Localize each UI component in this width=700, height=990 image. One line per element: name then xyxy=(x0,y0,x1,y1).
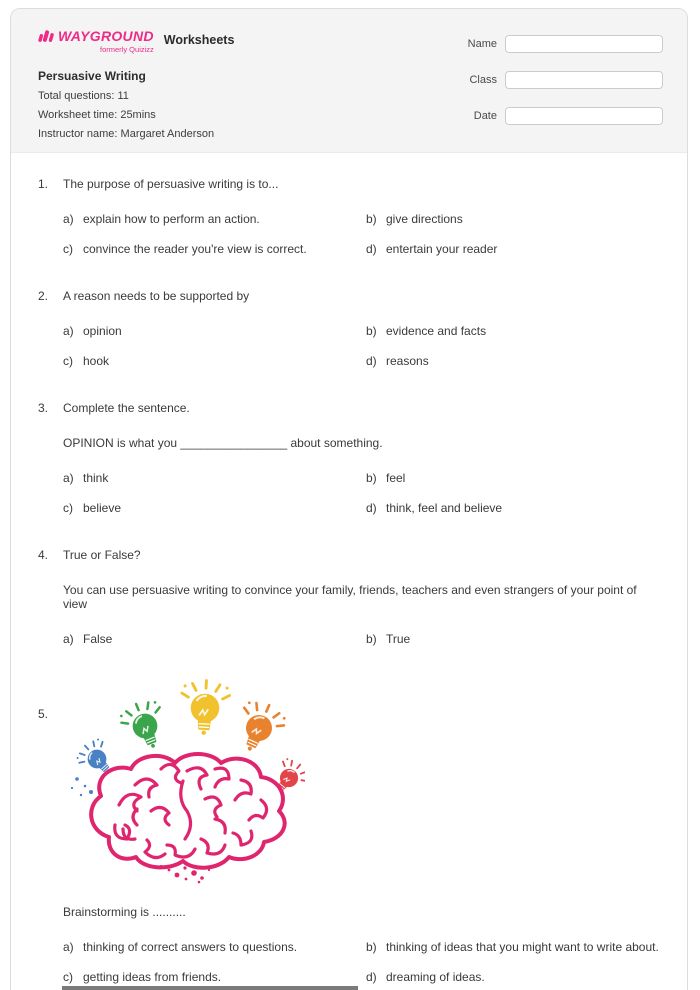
question-sentence: Brainstorming is .......... xyxy=(63,905,186,919)
options xyxy=(63,471,663,515)
option-b xyxy=(366,324,663,338)
option-text: dreaming of ideas. xyxy=(386,970,485,984)
blue-splatter-dots xyxy=(71,777,93,796)
option-b xyxy=(366,471,663,485)
option-letter: a) xyxy=(63,212,74,226)
clipped-next-content xyxy=(62,986,358,990)
option-text: reasons xyxy=(386,354,429,368)
question-text: Complete the sentence. xyxy=(63,401,190,415)
option-text: opinion xyxy=(83,324,122,338)
option-text: thinking of ideas that you might want to write about. xyxy=(386,940,659,954)
option-b xyxy=(366,212,663,226)
option-text: False xyxy=(83,632,113,646)
name-field-row xyxy=(441,35,663,53)
option-a xyxy=(63,471,366,485)
date-input[interactable] xyxy=(505,107,663,125)
option-letter: d) xyxy=(366,354,377,368)
name-input[interactable] xyxy=(505,35,663,53)
option-d xyxy=(366,501,663,515)
option-letter: b) xyxy=(366,324,377,338)
option-text: entertain your reader xyxy=(386,242,498,256)
class-field-row xyxy=(441,71,663,89)
option-letter: d) xyxy=(366,501,377,515)
option-letter: c) xyxy=(63,501,73,515)
option-c xyxy=(63,501,366,515)
quiz-title: Persuasive Writing xyxy=(38,69,146,83)
question-1 xyxy=(38,177,663,256)
options xyxy=(63,212,663,256)
option-letter: c) xyxy=(63,242,73,256)
option-letter: c) xyxy=(63,970,73,984)
question-5 xyxy=(38,679,663,984)
question-number: 3. xyxy=(38,401,49,415)
option-text: convince the reader you're view is correct. xyxy=(83,242,307,256)
question-text: A reason needs to be supported by xyxy=(63,289,250,303)
brand-row xyxy=(38,28,234,54)
wayground-logo-icon xyxy=(38,28,55,44)
worksheet-header xyxy=(11,9,687,153)
option-letter: b) xyxy=(366,940,377,954)
student-fields xyxy=(441,9,663,152)
date-label: Date xyxy=(473,110,497,122)
option-c xyxy=(63,970,366,984)
option-letter: a) xyxy=(63,940,74,954)
option-b xyxy=(366,940,663,954)
option-a xyxy=(63,324,366,338)
question-number: 5. xyxy=(38,707,49,721)
worksheet-time: Worksheet time: 25mins xyxy=(38,109,156,121)
option-d xyxy=(366,970,663,984)
brain-drawing xyxy=(91,754,285,883)
option-text: evidence and facts xyxy=(386,324,487,338)
option-text: explain how to perform an action. xyxy=(83,212,260,226)
green-lightbulb-icon xyxy=(117,696,173,755)
class-input[interactable] xyxy=(505,71,663,89)
option-letter: a) xyxy=(63,471,74,485)
question-4 xyxy=(38,548,663,646)
question-text: The purpose of persuasive writing is to... xyxy=(63,177,279,191)
question-sentence: OPINION is what you ________________ about something. xyxy=(63,436,383,450)
question-number: 4. xyxy=(38,548,49,562)
question-text: True or False? xyxy=(63,548,141,562)
brain-lightbulbs-image xyxy=(65,679,305,884)
question-3 xyxy=(38,401,663,515)
option-text: getting ideas from friends. xyxy=(83,970,222,984)
option-a xyxy=(63,212,366,226)
options xyxy=(63,324,663,368)
options xyxy=(63,632,663,646)
questions-body xyxy=(11,153,687,984)
option-text: hook xyxy=(83,354,110,368)
question-number: 2. xyxy=(38,289,49,303)
brand-name: WAYGROUND xyxy=(58,28,154,44)
option-text: believe xyxy=(83,501,122,515)
name-label: Name xyxy=(467,38,497,50)
option-letter: b) xyxy=(366,632,377,646)
orange-lightbulb-icon xyxy=(229,696,289,759)
option-text: think xyxy=(83,471,109,485)
option-text: thinking of correct answers to questions. xyxy=(83,940,298,954)
options xyxy=(63,940,663,984)
worksheet-card xyxy=(10,8,688,990)
product-title: Worksheets xyxy=(163,33,235,47)
option-text: feel xyxy=(386,471,406,485)
wayground-logo xyxy=(38,28,154,54)
question-sentence: You can use persuasive writing to convince your family, friends, teachers and even strangers of your point of view xyxy=(63,583,637,611)
option-letter: d) xyxy=(366,242,377,256)
option-text: think, feel and believe xyxy=(386,501,503,515)
option-c xyxy=(63,242,366,256)
option-c xyxy=(63,354,366,368)
option-letter: a) xyxy=(63,632,74,646)
option-a xyxy=(63,632,366,646)
option-text: give directions xyxy=(386,212,463,226)
total-questions: Total questions: 11 xyxy=(38,90,129,102)
yellow-lightbulb-icon xyxy=(180,679,231,736)
option-d xyxy=(366,242,663,256)
class-label: Class xyxy=(469,74,497,86)
option-a xyxy=(63,940,366,954)
option-letter: a) xyxy=(63,324,74,338)
question-number: 1. xyxy=(38,177,49,191)
option-letter: c) xyxy=(63,354,73,368)
instructor-name: Instructor name: Margaret Anderson xyxy=(38,128,215,140)
option-letter: b) xyxy=(366,471,377,485)
question-2 xyxy=(38,289,663,368)
date-field-row xyxy=(441,107,663,125)
option-b xyxy=(366,632,663,646)
brand-tagline: formerly Quizizz xyxy=(100,45,154,54)
option-letter: b) xyxy=(366,212,377,226)
option-letter: d) xyxy=(366,970,377,984)
option-text: True xyxy=(386,632,411,646)
header-left xyxy=(38,9,234,152)
option-d xyxy=(366,354,663,368)
